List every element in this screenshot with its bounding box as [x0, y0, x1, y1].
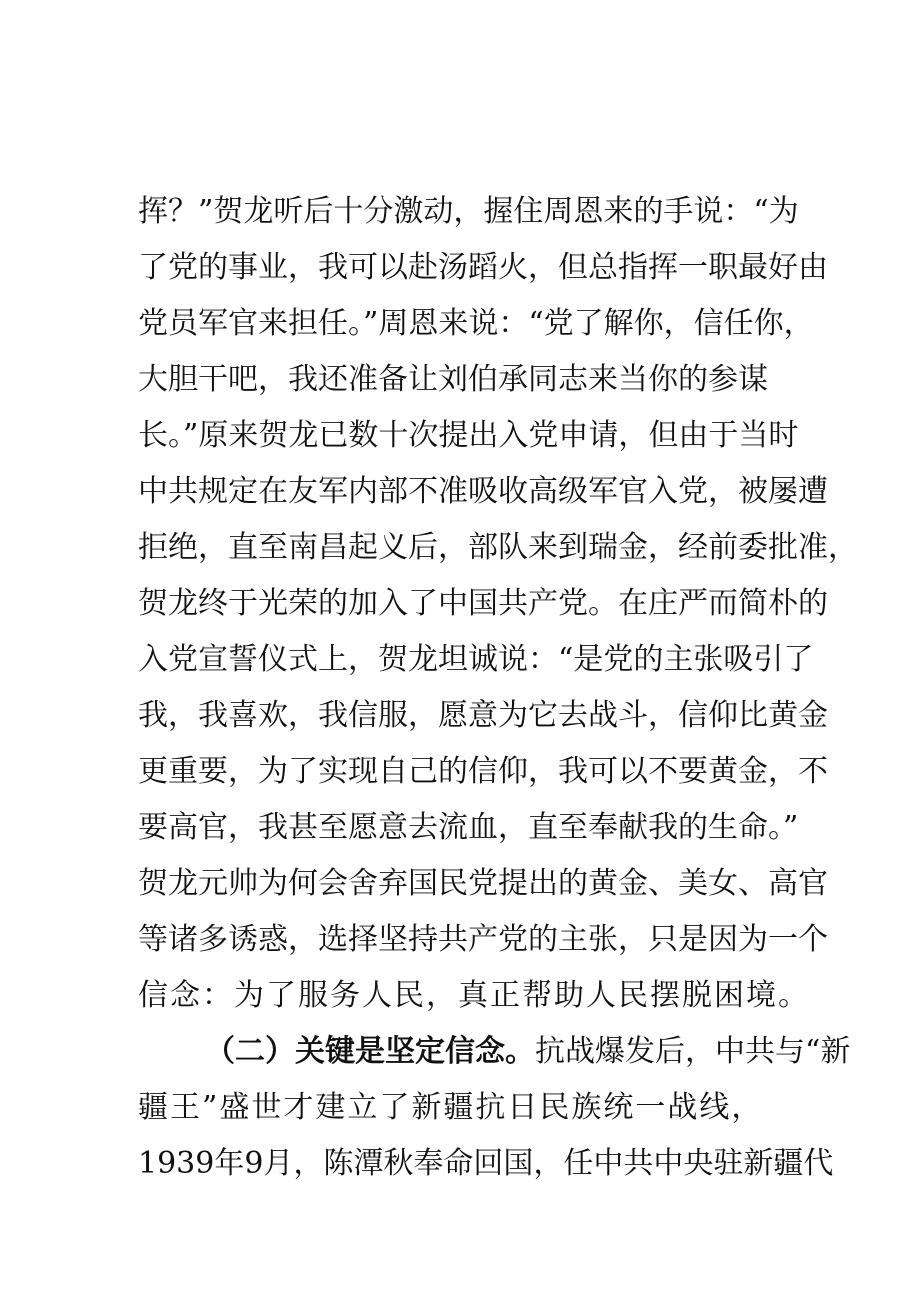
text-line: 大胆干吧，我还准备让刘伯承同志来当你的参谋 [138, 362, 768, 397]
text-line: 等诸多诱惑，选择坚持共产党的主张，只是因为一个 [138, 922, 828, 957]
text-line: 了党的事业，我可以赴汤蹈火，但总指挥一职最好由 [138, 250, 828, 285]
text-line: 入党宣誓仪式上，贺龙坦诚说：“是党的主张吸引了 [138, 642, 814, 677]
text-line: 信念：为了服务人民，真正帮助人民摆脱困境。 [138, 978, 810, 1013]
text-line: 贺龙元帅为何会舍弃国民党提出的黄金、美女、高官 [138, 866, 828, 901]
text-line: 更重要，为了实现自己的信仰，我可以不要黄金，不 [138, 754, 828, 789]
text-line: 挥？”贺龙听后十分激动，握住周恩来的手说：“为 [138, 194, 799, 229]
text-line: 要高官，我甚至愿意去流血，直至奉献我的生命。” [138, 810, 799, 845]
section-heading: （二）关键是坚定信念。 [205, 1034, 535, 1069]
text-line: 疆王”盛世才建立了新疆抗日民族统一战线， [138, 1090, 764, 1125]
text-line: 拒绝，直至南昌起义后，部队来到瑞金，经前委批准， [138, 530, 858, 565]
text-line: 1939年9月，陈潭秋奉命回国，任中共中央驻新疆代 [138, 1146, 834, 1181]
text-line: 长。”原来贺龙已数十次提出入党申请，但由于当时 [138, 418, 799, 453]
text-line: 党员军官来担任。”周恩来说：“党了解你，信任你， [138, 306, 814, 341]
text-line: 中共规定在友军内部不准吸收高级军官入党，被屡遭 [138, 474, 828, 509]
text-run: 抗战爆发后，中共与“新 [535, 1034, 851, 1069]
section-heading-line [205, 1024, 851, 1080]
text-line: 贺龙终于光荣的加入了中国共产党。在庄严而简朴的 [138, 586, 828, 621]
text-line: 我，我喜欢，我信服，愿意为它去战斗，信仰比黄金 [138, 698, 828, 733]
